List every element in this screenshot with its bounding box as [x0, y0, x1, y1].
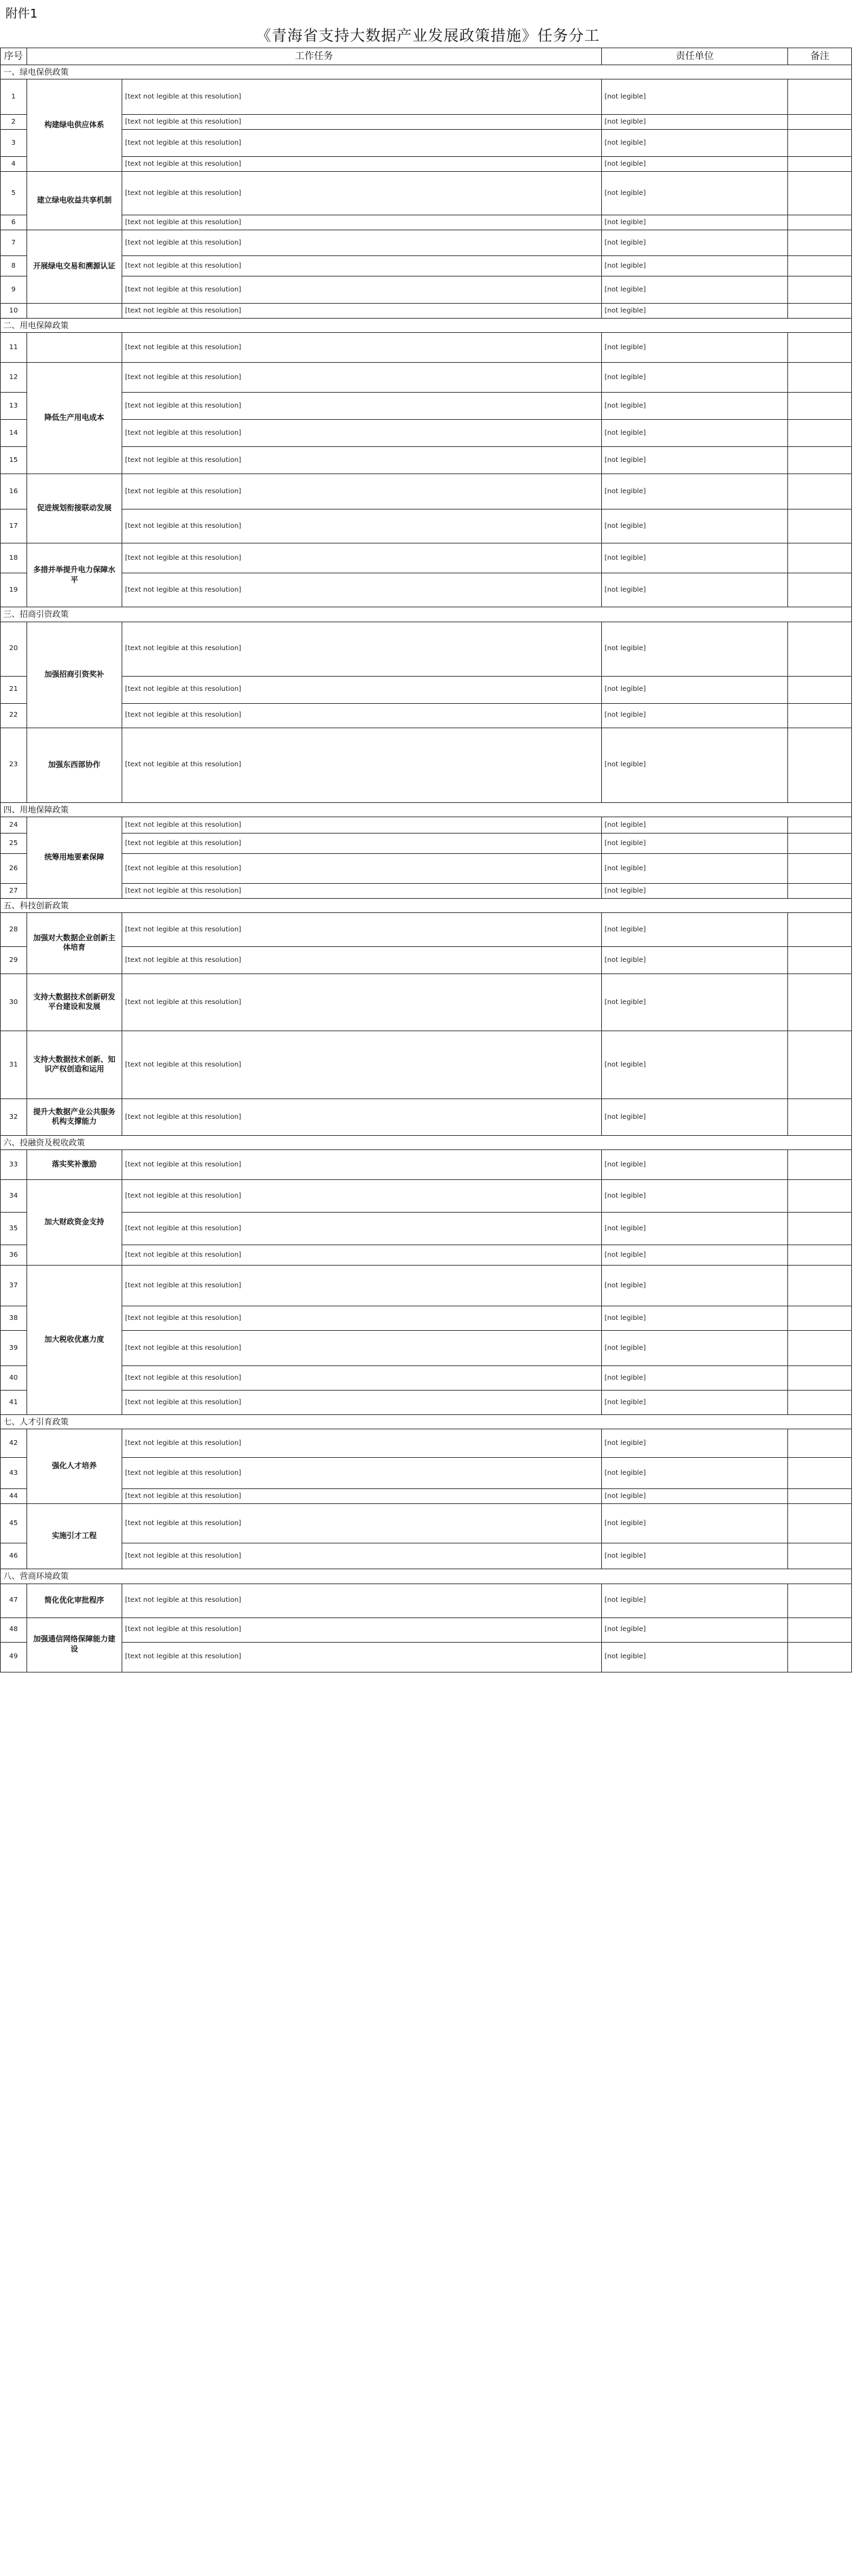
- task-description: [text not legible at this resolution]: [122, 1031, 601, 1098]
- responsible-unit: [not legible]: [601, 215, 788, 230]
- policy-name: 加强对大数据企业创新主体培育: [26, 912, 122, 973]
- row-number: 13: [1, 393, 27, 420]
- row-number: 1: [1, 79, 27, 115]
- table-row: [1, 1245, 852, 1266]
- responsible-unit: [not legible]: [601, 622, 788, 676]
- task-description: [text not legible at this resolution]: [122, 543, 601, 573]
- responsible-unit: [not legible]: [601, 573, 788, 607]
- table-row: [1, 509, 852, 543]
- note-cell: [788, 622, 852, 676]
- table-row: [1, 728, 852, 802]
- task-description: [text not legible at this resolution]: [122, 853, 601, 883]
- table-row: [1, 1504, 852, 1543]
- note-cell: [788, 304, 852, 319]
- table-row: [1, 1458, 852, 1489]
- section-heading-row: [1, 65, 852, 79]
- note-cell: [788, 817, 852, 833]
- task-description: [text not legible at this resolution]: [122, 79, 601, 115]
- note-cell: [788, 256, 852, 276]
- note-cell: [788, 833, 852, 853]
- table-row: [1, 256, 852, 276]
- task-description: [text not legible at this resolution]: [122, 1366, 601, 1391]
- note-cell: [788, 543, 852, 573]
- policy-name: 支持大数据技术创新研发平台建设和发展: [26, 973, 122, 1031]
- note-cell: [788, 1504, 852, 1543]
- task-description: [text not legible at this resolution]: [122, 883, 601, 898]
- row-number: 40: [1, 1366, 27, 1391]
- row-number: 46: [1, 1543, 27, 1569]
- task-description: [text not legible at this resolution]: [122, 1306, 601, 1331]
- row-number: 19: [1, 573, 27, 607]
- task-description: [text not legible at this resolution]: [122, 1489, 601, 1504]
- responsible-unit: [not legible]: [601, 1031, 788, 1098]
- note-cell: [788, 1366, 852, 1391]
- row-number: 4: [1, 157, 27, 172]
- task-description: [text not legible at this resolution]: [122, 1543, 601, 1569]
- row-number: 41: [1, 1391, 27, 1415]
- task-description: [text not legible at this resolution]: [122, 393, 601, 420]
- section-heading: 一、绿电保供政策: [1, 65, 852, 79]
- policy-name: 落实奖补激励: [26, 1150, 122, 1180]
- note-cell: [788, 172, 852, 215]
- col-header-no: 序号: [1, 48, 27, 65]
- note-cell: [788, 1306, 852, 1331]
- section-heading-row: [1, 319, 852, 333]
- note-cell: [788, 474, 852, 509]
- section-heading-row: [1, 1415, 852, 1429]
- section-heading-row: [1, 607, 852, 622]
- row-number: 3: [1, 130, 27, 157]
- row-number: 24: [1, 817, 27, 833]
- section-heading: 五、科技创新政策: [1, 898, 852, 912]
- row-number: 47: [1, 1584, 27, 1617]
- row-number: 14: [1, 420, 27, 447]
- row-number: 48: [1, 1617, 27, 1642]
- table-row: [1, 215, 852, 230]
- section-heading-row: [1, 1135, 852, 1149]
- table-row: [1, 333, 852, 363]
- row-number: 26: [1, 853, 27, 883]
- task-description: [text not legible at this resolution]: [122, 1150, 601, 1180]
- task-description: [text not legible at this resolution]: [122, 115, 601, 130]
- task-description: [text not legible at this resolution]: [122, 215, 601, 230]
- row-number: 16: [1, 474, 27, 509]
- table-row: [1, 543, 852, 573]
- responsible-unit: [not legible]: [601, 676, 788, 703]
- note-cell: [788, 1391, 852, 1415]
- policy-name: 加强招商引资奖补: [26, 622, 122, 728]
- row-number: 37: [1, 1266, 27, 1306]
- policy-name: 提升大数据产业公共服务机构支撑能力: [26, 1098, 122, 1135]
- note-cell: [788, 1213, 852, 1245]
- table-row: [1, 833, 852, 853]
- row-number: 36: [1, 1245, 27, 1266]
- section-heading: 八、营商环境政策: [1, 1569, 852, 1584]
- task-description: [text not legible at this resolution]: [122, 817, 601, 833]
- responsible-unit: [not legible]: [601, 1266, 788, 1306]
- table-row: [1, 973, 852, 1031]
- task-description: [text not legible at this resolution]: [122, 1584, 601, 1617]
- policy-name: 强化人才培养: [26, 1429, 122, 1504]
- responsible-unit: [not legible]: [601, 883, 788, 898]
- note-cell: [788, 1266, 852, 1306]
- responsible-unit: [not legible]: [601, 1617, 788, 1642]
- section-heading: 三、招商引资政策: [1, 607, 852, 622]
- note-cell: [788, 973, 852, 1031]
- table-row: [1, 304, 852, 319]
- table-row: [1, 393, 852, 420]
- row-number: 34: [1, 1180, 27, 1213]
- table-row: [1, 1391, 852, 1415]
- responsible-unit: [not legible]: [601, 157, 788, 172]
- col-header-unit: 责任单位: [601, 48, 788, 65]
- task-description: [text not legible at this resolution]: [122, 1458, 601, 1489]
- task-description: [text not legible at this resolution]: [122, 1266, 601, 1306]
- responsible-unit: [not legible]: [601, 256, 788, 276]
- responsible-unit: [not legible]: [601, 474, 788, 509]
- row-number: 31: [1, 1031, 27, 1098]
- row-number: 35: [1, 1213, 27, 1245]
- table-row: [1, 1543, 852, 1569]
- row-number: 10: [1, 304, 27, 319]
- table-row: [1, 172, 852, 215]
- responsible-unit: [not legible]: [601, 172, 788, 215]
- section-heading: 六、投融资及税收政策: [1, 1135, 852, 1149]
- task-description: [text not legible at this resolution]: [122, 1429, 601, 1458]
- note-cell: [788, 1429, 852, 1458]
- task-description: [text not legible at this resolution]: [122, 573, 601, 607]
- table-row: [1, 1150, 852, 1180]
- table-row: [1, 946, 852, 973]
- responsible-unit: [not legible]: [601, 130, 788, 157]
- note-cell: [788, 1617, 852, 1642]
- table-row: [1, 573, 852, 607]
- row-number: 20: [1, 622, 27, 676]
- note-cell: [788, 420, 852, 447]
- table-row: [1, 1306, 852, 1331]
- row-number: 21: [1, 676, 27, 703]
- table-row: [1, 1180, 852, 1213]
- responsible-unit: [not legible]: [601, 1489, 788, 1504]
- row-number: 8: [1, 256, 27, 276]
- task-description: [text not legible at this resolution]: [122, 420, 601, 447]
- table-row: [1, 1031, 852, 1098]
- responsible-unit: [not legible]: [601, 79, 788, 115]
- col-header-note: 备注: [788, 48, 852, 65]
- policy-name: 促进规划衔接联动发展: [26, 474, 122, 543]
- row-number: 32: [1, 1098, 27, 1135]
- note-cell: [788, 276, 852, 304]
- section-heading-row: [1, 898, 852, 912]
- responsible-unit: [not legible]: [601, 1098, 788, 1135]
- task-description: [text not legible at this resolution]: [122, 1245, 601, 1266]
- row-number: 9: [1, 276, 27, 304]
- col-header-task: 工作任务: [26, 48, 601, 65]
- responsible-unit: [not legible]: [601, 115, 788, 130]
- responsible-unit: [not legible]: [601, 817, 788, 833]
- note-cell: [788, 363, 852, 393]
- responsible-unit: [not legible]: [601, 1429, 788, 1458]
- policy-name: 构建绿电供应体系: [26, 79, 122, 172]
- responsible-unit: [not legible]: [601, 703, 788, 728]
- note-cell: [788, 230, 852, 256]
- section-heading-row: [1, 802, 852, 817]
- task-description: [text not legible at this resolution]: [122, 474, 601, 509]
- row-number: 15: [1, 447, 27, 474]
- responsible-unit: [not legible]: [601, 1391, 788, 1415]
- task-description: [text not legible at this resolution]: [122, 1617, 601, 1642]
- task-description: [text not legible at this resolution]: [122, 333, 601, 363]
- table-row: [1, 420, 852, 447]
- row-number: 28: [1, 912, 27, 946]
- table-header-row: [1, 48, 852, 65]
- section-heading-row: [1, 1569, 852, 1584]
- task-description: [text not legible at this resolution]: [122, 363, 601, 393]
- row-number: 30: [1, 973, 27, 1031]
- task-description: [text not legible at this resolution]: [122, 157, 601, 172]
- row-number: 33: [1, 1150, 27, 1180]
- table-row: [1, 1098, 852, 1135]
- row-number: 45: [1, 1504, 27, 1543]
- responsible-unit: [not legible]: [601, 304, 788, 319]
- responsible-unit: [not legible]: [601, 1504, 788, 1543]
- table-row: [1, 115, 852, 130]
- responsible-unit: [not legible]: [601, 1150, 788, 1180]
- table-row: [1, 1366, 852, 1391]
- note-cell: [788, 1331, 852, 1366]
- responsible-unit: [not legible]: [601, 363, 788, 393]
- note-cell: [788, 1031, 852, 1098]
- table-row: [1, 853, 852, 883]
- policy-name: [26, 304, 122, 319]
- policy-name: 加强通信网络保障能力建设: [26, 1617, 122, 1672]
- task-description: [text not legible at this resolution]: [122, 172, 601, 215]
- policy-name: 支持大数据技术创新、知识产权创造和运用: [26, 1031, 122, 1098]
- responsible-unit: [not legible]: [601, 1366, 788, 1391]
- responsible-unit: [not legible]: [601, 728, 788, 802]
- note-cell: [788, 447, 852, 474]
- note-cell: [788, 79, 852, 115]
- row-number: 42: [1, 1429, 27, 1458]
- policy-name: 降低生产用电成本: [26, 363, 122, 474]
- note-cell: [788, 573, 852, 607]
- section-heading: 七、人才引育政策: [1, 1415, 852, 1429]
- note-cell: [788, 130, 852, 157]
- task-description: [text not legible at this resolution]: [122, 1213, 601, 1245]
- task-table: [0, 48, 852, 1672]
- row-number: 23: [1, 728, 27, 802]
- task-description: [text not legible at this resolution]: [122, 1180, 601, 1213]
- note-cell: [788, 703, 852, 728]
- note-cell: [788, 1150, 852, 1180]
- responsible-unit: [not legible]: [601, 1458, 788, 1489]
- task-description: [text not legible at this resolution]: [122, 509, 601, 543]
- note-cell: [788, 946, 852, 973]
- policy-name: 加大税收优惠力度: [26, 1266, 122, 1415]
- table-row: [1, 276, 852, 304]
- task-description: [text not legible at this resolution]: [122, 304, 601, 319]
- responsible-unit: [not legible]: [601, 447, 788, 474]
- task-description: [text not legible at this resolution]: [122, 256, 601, 276]
- row-number: 12: [1, 363, 27, 393]
- table-row: [1, 1489, 852, 1504]
- task-description: [text not legible at this resolution]: [122, 703, 601, 728]
- responsible-unit: [not legible]: [601, 543, 788, 573]
- note-cell: [788, 1245, 852, 1266]
- table-row: [1, 447, 852, 474]
- note-cell: [788, 157, 852, 172]
- table-row: [1, 363, 852, 393]
- row-number: 5: [1, 172, 27, 215]
- table-row: [1, 676, 852, 703]
- note-cell: [788, 1584, 852, 1617]
- table-row: [1, 1584, 852, 1617]
- responsible-unit: [not legible]: [601, 1180, 788, 1213]
- table-row: [1, 1617, 852, 1642]
- policy-name: [26, 333, 122, 363]
- task-description: [text not legible at this resolution]: [122, 1098, 601, 1135]
- responsible-unit: [not legible]: [601, 1245, 788, 1266]
- responsible-unit: [not legible]: [601, 833, 788, 853]
- task-description: [text not legible at this resolution]: [122, 1642, 601, 1672]
- policy-name: 实施引才工程: [26, 1504, 122, 1569]
- note-cell: [788, 676, 852, 703]
- responsible-unit: [not legible]: [601, 973, 788, 1031]
- table-row: [1, 1331, 852, 1366]
- policy-name: 开展绿电交易和溯源认证: [26, 230, 122, 304]
- row-number: 17: [1, 509, 27, 543]
- policy-name: 统筹用地要素保障: [26, 817, 122, 898]
- row-number: 29: [1, 946, 27, 973]
- task-description: [text not legible at this resolution]: [122, 1504, 601, 1543]
- table-row: [1, 474, 852, 509]
- table-row: [1, 1429, 852, 1458]
- responsible-unit: [not legible]: [601, 276, 788, 304]
- table-row: [1, 703, 852, 728]
- table-body: [1, 65, 852, 1672]
- table-row: [1, 1266, 852, 1306]
- responsible-unit: [not legible]: [601, 946, 788, 973]
- task-description: [text not legible at this resolution]: [122, 276, 601, 304]
- attachment-label: 附件1: [5, 7, 38, 21]
- row-number: 7: [1, 230, 27, 256]
- task-description: [text not legible at this resolution]: [122, 833, 601, 853]
- task-description: [text not legible at this resolution]: [122, 230, 601, 256]
- note-cell: [788, 1458, 852, 1489]
- table-row: [1, 1213, 852, 1245]
- policy-name: 简化优化审批程序: [26, 1584, 122, 1617]
- responsible-unit: [not legible]: [601, 333, 788, 363]
- responsible-unit: [not legible]: [601, 1213, 788, 1245]
- responsible-unit: [not legible]: [601, 509, 788, 543]
- task-description: [text not legible at this resolution]: [122, 1391, 601, 1415]
- section-heading: 二、用电保障政策: [1, 319, 852, 333]
- row-number: 49: [1, 1642, 27, 1672]
- note-cell: [788, 509, 852, 543]
- responsible-unit: [not legible]: [601, 1642, 788, 1672]
- responsible-unit: [not legible]: [601, 393, 788, 420]
- note-cell: [788, 853, 852, 883]
- row-number: 27: [1, 883, 27, 898]
- responsible-unit: [not legible]: [601, 420, 788, 447]
- row-number: 6: [1, 215, 27, 230]
- task-description: [text not legible at this resolution]: [122, 728, 601, 802]
- row-number: 11: [1, 333, 27, 363]
- table-row: [1, 912, 852, 946]
- note-cell: [788, 1180, 852, 1213]
- task-description: [text not legible at this resolution]: [122, 130, 601, 157]
- row-number: 2: [1, 115, 27, 130]
- policy-name: 建立绿电收益共享机制: [26, 172, 122, 230]
- responsible-unit: [not legible]: [601, 912, 788, 946]
- table-row: [1, 79, 852, 115]
- note-cell: [788, 1642, 852, 1672]
- table-row: [1, 157, 852, 172]
- policy-name: 多措并举提升电力保障水平: [26, 543, 122, 607]
- responsible-unit: [not legible]: [601, 1584, 788, 1617]
- policy-name: 加强东西部协作: [26, 728, 122, 802]
- row-number: 22: [1, 703, 27, 728]
- table-row: [1, 622, 852, 676]
- table-row: [1, 130, 852, 157]
- note-cell: [788, 215, 852, 230]
- task-description: [text not legible at this resolution]: [122, 946, 601, 973]
- note-cell: [788, 115, 852, 130]
- row-number: 25: [1, 833, 27, 853]
- policy-name: 加大财政资金支持: [26, 1180, 122, 1266]
- task-description: [text not legible at this resolution]: [122, 447, 601, 474]
- row-number: 44: [1, 1489, 27, 1504]
- task-description: [text not legible at this resolution]: [122, 973, 601, 1031]
- table-row: [1, 883, 852, 898]
- note-cell: [788, 1543, 852, 1569]
- note-cell: [788, 912, 852, 946]
- responsible-unit: [not legible]: [601, 853, 788, 883]
- responsible-unit: [not legible]: [601, 1306, 788, 1331]
- section-heading: 四、用地保障政策: [1, 802, 852, 817]
- document-title: 《青海省支持大数据产业发展政策措施》任务分工: [255, 28, 600, 45]
- note-cell: [788, 333, 852, 363]
- task-description: [text not legible at this resolution]: [122, 676, 601, 703]
- table-row: [1, 230, 852, 256]
- row-number: 43: [1, 1458, 27, 1489]
- note-cell: [788, 1098, 852, 1135]
- note-cell: [788, 393, 852, 420]
- note-cell: [788, 1489, 852, 1504]
- table-row: [1, 1642, 852, 1672]
- row-number: 39: [1, 1331, 27, 1366]
- note-cell: [788, 883, 852, 898]
- row-number: 18: [1, 543, 27, 573]
- task-description: [text not legible at this resolution]: [122, 622, 601, 676]
- responsible-unit: [not legible]: [601, 230, 788, 256]
- task-description: [text not legible at this resolution]: [122, 912, 601, 946]
- task-description: [text not legible at this resolution]: [122, 1331, 601, 1366]
- responsible-unit: [not legible]: [601, 1543, 788, 1569]
- row-number: 38: [1, 1306, 27, 1331]
- note-cell: [788, 728, 852, 802]
- table-row: [1, 817, 852, 833]
- responsible-unit: [not legible]: [601, 1331, 788, 1366]
